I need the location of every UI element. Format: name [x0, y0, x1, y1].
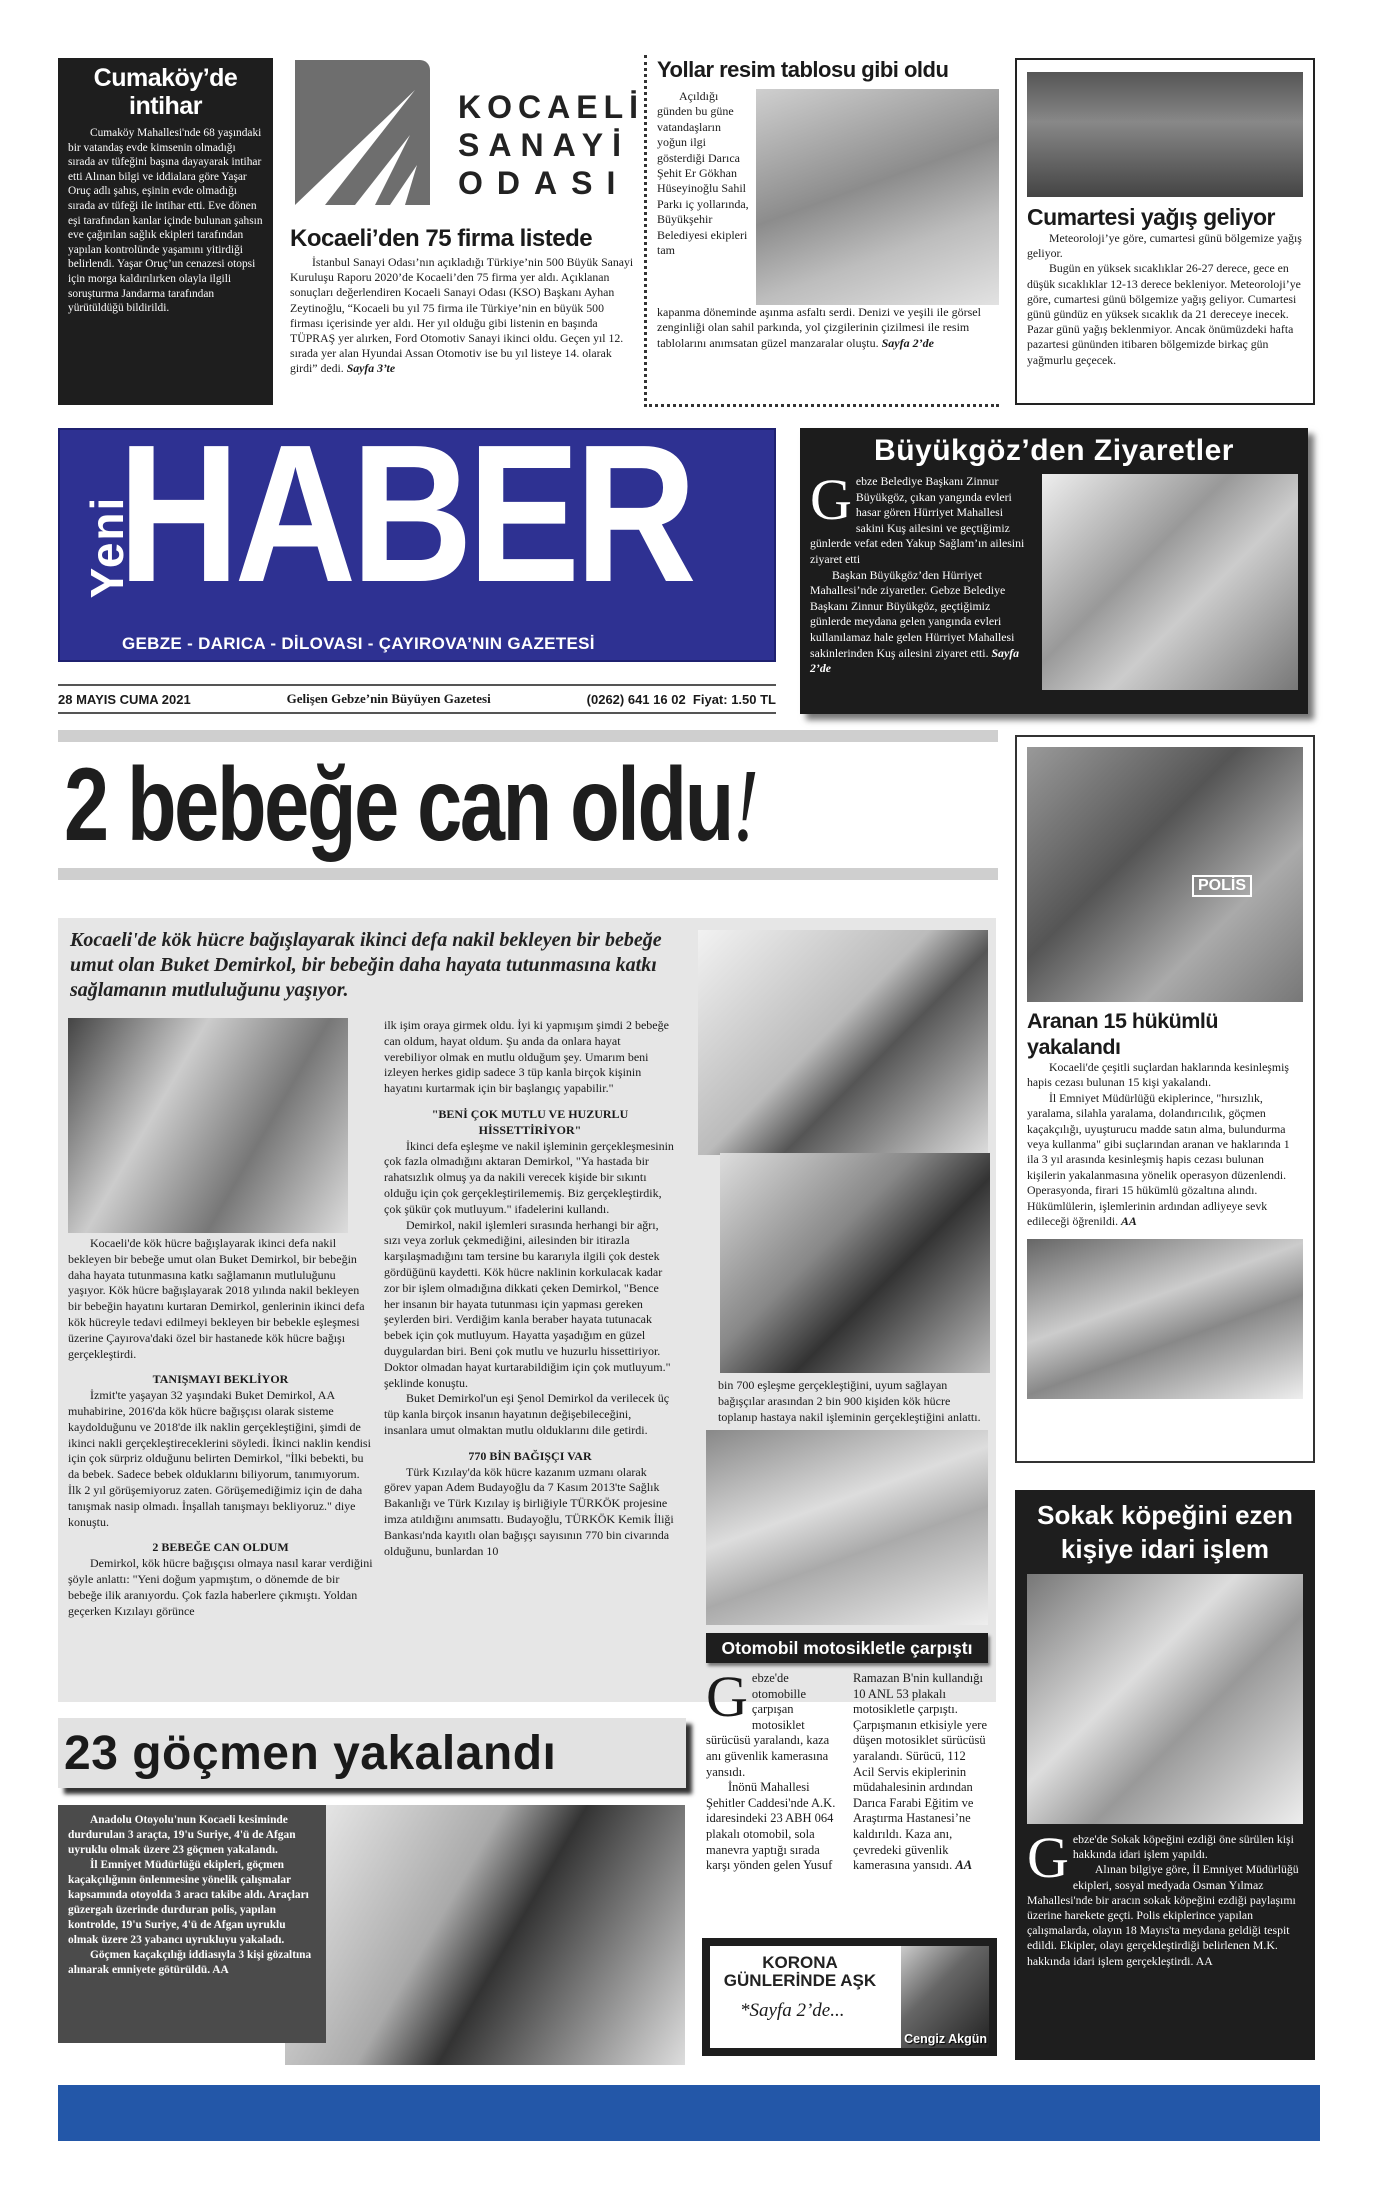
korona-column-box[interactable]: [702, 1938, 997, 2056]
buyukgoz-dropcap: G: [810, 467, 852, 532]
slogan: Gelişen Gebze’nin Büyüyen Gazetesi: [286, 691, 491, 706]
kso-article: [290, 58, 644, 408]
yagis-article: [1015, 58, 1315, 405]
korona-title-2: GÜNLERİNDE AŞK: [723, 1971, 877, 1990]
columnist-name: Cengiz Akgün: [904, 2032, 987, 2046]
gocmen-body-3: Göçmen kaçakçılığı iddiasıyla 3 kişi gözaltına alınarak emniyete götürüldü. AA: [68, 1949, 312, 1976]
yollar-body-bottom: kapanma döneminde aşınma asfaltı serdi. Denizi ve yeşili ile görsel zenginliği olan sahil parkında, yol çizgilerinin çizilmesi ile resim tablolarını anımsatan güzel manzaralar oluştu.: [657, 305, 981, 350]
migrant-photo: [285, 1805, 685, 2065]
main-subhead-4: 770 BİN BAĞIŞÇI VAR: [468, 1448, 592, 1463]
cumakoy-article: [58, 58, 273, 405]
buyukgoz-body-1: ebze Belediye Başkanı Zinnur Büyükgöz, çıkan yangında evleri hasar gören Hürriyet Mahallesi sakini Kuş ailesini ve geçtiğimiz günlerde vefat eden Yakup Sağlam’ın ailesini ziyaret etti: [810, 474, 1025, 566]
kso-logo: [290, 58, 644, 213]
yollar-page-ref[interactable]: Sayfa 2’de: [881, 335, 934, 350]
police-photo: [1027, 747, 1303, 1002]
yollar-article: [644, 55, 999, 407]
buyukgoz-headline: Büyükgöz’den Ziyaretler: [874, 434, 1234, 467]
cumakoy-body: Cumaköy Mahallesi'nde 68 yaşındaki bir vatandaş evde kimsenin olmadığı sırada av tüfeğini başına dayayarak intihar etti Alınan bilgi ve iddialara göre Yaşar Oruç adlı şahıs, eşinin evde olmadığı sırada av tüfeği ile intihar etti. Eve dönen eşi tarafından kanlar içinde bulunan şahsın eve çağırılan sağlık ekipleri tarafından yapılan kontrolünde yaşamını yitirdiği belirlendi. Yaşar Oruç’un cenazesi otopsi için morga kaldırılırken olayla ilgili soruşturma Jandarma tarafından yürütüldüğü bildirildi.: [68, 127, 263, 315]
headline-exclamation: !: [731, 747, 757, 863]
kso-body: İstanbul Sanayi Odası’nın açıkladığı Türkiye’nin 500 Büyük Sanayi Kuruluşu Raporu 2020’de Kocaeli’den 75 firma yer aldı. Açıklanan sonuçları değerlendiren Kocaeli Sanayi Odası (KSO) Başkanı Ayhan Zeytinoğlu, “Kocaeli bu yıl 75 firma ile Türkiye’nin en büyük 500 firması içerisinde yer aldı. Her yıl olduğu gibi listenin en başında TÜPRAŞ yer alırken, Ford Otomotiv Sanayi ikinci oldu. Geçen yıl 12. sırada yer alan Hyundai Assan Otomotiv ise bu yıl listeye 14. olarak girdi” dedi.: [290, 255, 634, 376]
gocmen-article: [58, 1805, 326, 2043]
gocmen-headline: 23 göçmen yakalandı: [64, 1726, 557, 1780]
police-vest-label: POLİS: [1192, 875, 1252, 897]
rain-photo: [1027, 72, 1303, 197]
visit-photo: [1042, 474, 1298, 690]
kso-logo-line-1: KOCAELİ: [458, 89, 644, 125]
police-car-photo: [1027, 1239, 1303, 1399]
aranan-body-1: Kocaeli'de çeşitli suçlardan haklarında kesinleşmiş hapis cezası bulunan 15 kişi yakalandı.: [1027, 1060, 1289, 1090]
main-col2-body-3: Demirkol, nakil işlemleri sırasında herhangi bir ağrı, sızı veya zorluk çekmediğini, ailesinden bir itirazla karşılaşmadığını tam tersine bu kararıyla ilgili çok destek gördüğünü kaydetti. Kök hücre naklinin korkulacak kadar zor bir işlem olmadığına dikkati çeken Demirkol, "Bence her insanın bir hayata tutunması için yapması gereken şeylerden biri. Verdiğim kanla beraber hayata tutunacak bebek için çok mutluyum. Hayatta yaşadığım en güzel duygulardan biri. Beni çok mutlu ve huzurlu hissettiriyor. Doktor olmadan hayat kurtarabildiğim için çok mutluyum." şeklinde konuştu.: [384, 1217, 671, 1390]
main-subhead-2: 2 BEBEĞE CAN OLDUM: [152, 1540, 289, 1555]
sokak-dropcap: G: [1027, 1825, 1069, 1890]
gocmen-body-1: Anadolu Otoyolu'nun Kocaeli kesiminde durdurulan 3 araçta, 19'u Suriye, 4'ü de Afgan uyruklu olmak üzere 23 göçmen yakalandı.: [68, 1814, 296, 1856]
road-photo: [756, 89, 999, 305]
main-headline: 2 bebeğe can oldu: [64, 746, 732, 863]
sokak-headline: Sokak köpeğini ezen kişiye idari işlem: [1037, 1500, 1293, 1564]
otomobil-body-2: İnönü Mahallesi Şehitler Caddesi'nde A.K. idaresindeki 23 ABH 064 plakalı otomobil, sola manevra yaptığı sırada karşı yönden gelen Yusuf Ramazan B'nin kullandığı 10 ANL 53 plakalı motosikletle çarpıştı. Çarpışmanın etkisiyle yere düşen motosiklet sürücüsü yaralandı. Sürücü, 112 Acil Servis ekiplerinin müdahalesinin ardından Darıca Farabi Eğitim ve Araştırma Hastanesi’ne kaldırıldı. Kaza anı, çevredeki güvenlik kamerasına yansıdı.: [706, 1671, 987, 1873]
main-subhead-3: "BENİ ÇOK MUTLU VE HUZURLU HİSSETTİRİYOR": [431, 1106, 629, 1137]
aranan-body-2: İl Emniyet Müdürlüğü ekiplerince, "hırsızlık, yaralama, silahla yaralama, dolandırıcılık, göçmen kaçakçılığı, uyuşturucu madde satın alma, bulundurma veya kullanma" gibi suçlarından aranan ve haklarında 1 ila 3 yıl arasında kesinleşmiş hapis cezası bulunan kişilerin yakalanmasına yönelik operasyon düzenlendi. Operasyonda, firari 15 hükümlü gözaltına alındı. Hükümlülerin, işlemlerinin ardından adliyeye sevk edileceği öğrenildi.: [1027, 1090, 1290, 1229]
yagis-headline: Cumartesi yağış geliyor: [1027, 204, 1275, 230]
aranan-credit: AA: [1121, 1214, 1137, 1229]
otomobil-credit: AA: [955, 1858, 973, 1873]
yollar-body-side: Açıldığı günden bu güne vatandaşların yoğun ilgi gösterdiği Darıca Şehit Er Gökhan Hüseyinoğlu Sahil Parkı iç yollarında, Büyükşehir Belediyesi ekipleri tam: [657, 89, 749, 258]
sokak-body-2: Alınan bilgiye göre, İl Emniyet Müdürlüğü ekipleri, sosyal medyada Osman Yılmaz Mahallesi'nde bir aracın sokak köpeğini ezdiği paylaşımı üzerine harekete geçti. Polis ekiplerince yapılan çalışmalarda, olayın 18 Mayıs'ta meydana geldiği tespit edildi. Ekipler, olayı gerçekleştirdiği belirlenen M.K. hakkında idari işlem gerçekleştirdi. AA: [1027, 1862, 1299, 1968]
masthead-tagline: GEBZE - DARICA - DİLOVASI - ÇAYIROVA’NIN GAZETESİ: [122, 634, 595, 653]
yagis-body-2: Bugün en yüksek sıcaklıklar 26-27 derece, gece en düşük sıcaklıklar 12-13 derece bekleniyor. Meteoroloji’ye göre, cumartesi günü bölgemize yağış geliyor. Cumartesi günü gündüz en yüksek sıcaklık da 21 dereceye inecek. Pazar günü yağış beklenmiyor. Ancak önümüzdeki hafta pazartesi gününden itibaren bölgemizde birkaç gün yağmurlu geçecek.: [1027, 261, 1301, 367]
main-col2-body-5: Türk Kızılay'da kök hücre kazanım uzmanı olarak görev yapan Adem Budayoğlu da 7 Kasım 2013'te Sağlık Bakanlığı ve Türk Kızılay iş birliğiyle TÜRKÖK projesine imza atıldığını anımsattı. Budayoğlu, TÜRKÖK Kemik İliği Bankası'nda kayıtlı olan bağışçı sayısının 770 bin civarında olduğunu, bunlardan 10: [384, 1464, 674, 1558]
price: Fiyat: 1.50 TL: [692, 691, 776, 707]
dog-street-photo: [1027, 1574, 1303, 1824]
main-headline-band: [58, 730, 998, 880]
main-col1-body-3: Demirkol, kök hücre bağışçısı olmaya nasıl karar verdiğini şöyle anlattı: "Yeni doğum yapmıştım, o dönemde de bir bebeğe ilik aranıyordu. Çok fazla haberlere çıkmıştı. Yoldan geçerken Kızılayı görünce: [68, 1556, 373, 1618]
buyukgoz-article: [800, 428, 1308, 714]
otomobil-headline: Otomobil motosikletle çarpıştı: [706, 1633, 988, 1663]
kso-page-ref[interactable]: Sayfa 3’te: [346, 361, 396, 376]
gocmen-body-2: İl Emniyet Müdürlüğü ekipleri, göçmen kaçakçılığının önlenmesine yönelik çalışmalar kapsamında otoyolda 3 aracı takibe aldı. Araçları güzergah üzerinde durduran polis, yapılan kontrolde, 19'u Suriye, 4'ü de Afgan uyruklu olmak üzere 23 yabancı uyrukluyu yakaladı.: [68, 1859, 309, 1946]
footer-band: [58, 2085, 1320, 2141]
masthead: [58, 428, 776, 662]
otomobil-article: [706, 1430, 988, 1965]
masthead-yeni: Yeni: [81, 495, 133, 599]
gocmen-headline-box: [58, 1718, 686, 1788]
kso-headline: Kocaeli’den 75 firma listede: [290, 225, 593, 252]
issue-date: 28 MAYIS CUMA 2021: [58, 691, 191, 707]
aranan-article: [1015, 735, 1315, 1463]
main-deck: Kocaeli'de kök hücre bağışlayarak ikinci defa nakil bekleyen bir bebeğe umut olan Buket Demirkol, bir bebeğin daha hayata tutunmasına katkı sağlamanın mutluluğunu yaşıyor.: [70, 929, 662, 1001]
couple-photo: [720, 1153, 990, 1373]
hospital-photo: [68, 1018, 348, 1233]
otomobil-body-1: ebze'de otomobille çarpışan motosiklet sürücüsü yaralandı, kaza anı güvenlik kamerasına yansıdı.: [706, 1671, 830, 1779]
main-col2-body-2: İkinci defa eşleşme ve nakil işleminin gerçekleşmesinin çok fazla olmadığını aktaran Demirkol, "Ya hastada bir rahatsızlık olmuş ya da nakili verecek kişide bir sıkıntı olduğu için çok gerçekleştirilememiş. Biz gerçekleştirdik, çok şükür çok mutluyum." ifadelerini kullandı.: [384, 1138, 674, 1216]
yagis-body-1: Meteoroloji’ye göre, cumartesi günü bölgemize yağış geliyor.: [1027, 231, 1302, 261]
buyukgoz-page-ref[interactable]: Sayfa 2’de: [810, 645, 1020, 676]
kso-logo-line-3: ODASI: [458, 165, 630, 201]
kso-logo-mark-icon: [295, 60, 430, 205]
otomobil-dropcap: G: [706, 1664, 748, 1729]
kso-logo-line-2: SANAYİ: [458, 127, 630, 163]
masthead-haber: HABER: [118, 428, 692, 623]
buyukgoz-body-2: Başkan Büyükgöz’den Hürriyet Mahallesi’nde ziyaretler. Gebze Belediye Başkanı Zinnur Büyükgöz, geçtiğimiz günlerde meydana gelen yangında evleri kullanılamaz hale gelen Hürriyet Mahallesi sakinlerinden Kuş ailesini ziyaret etti.: [810, 567, 1015, 660]
main-col3-body: bin 700 eşleşme gerçekleştiğini, uyum sağlayan bağışçılar arasından 2 bin 900 kişiden kök hücre toplanıp hastaya nakil işleminin gerçekleştiğini anlattı.: [718, 1378, 981, 1424]
sokak-article: [1015, 1490, 1315, 2060]
aranan-headline: Aranan 15 hükümlü yakalandı: [1027, 1009, 1219, 1059]
cumakoy-headline: Cumaköy’de intihar: [93, 64, 238, 120]
main-col2-body-4: Buket Demirkol'un eşi Şenol Demirkol da verilecek üç tüp kanla birçok insanın hayatının değişebileceğini, insanlara umut olmaktan mutlu olduklarını dile getirdi.: [384, 1391, 670, 1437]
phone: (0262) 641 16 02: [586, 691, 686, 707]
korona-title-1: KORONA: [762, 1953, 838, 1972]
korona-page-ref[interactable]: *Sayfa 2’de...: [740, 2000, 845, 2021]
yollar-headline: Yollar resim tablosu gibi oldu: [657, 57, 949, 82]
masthead-infobar: [58, 684, 776, 714]
main-col2-body-1: ilk işim oraya girmek oldu. İyi ki yapmışım şimdi 2 bebeğe can oldum, hayat oldum. Şu anda da onlara hayat verebiliyor olmak en mutlu olduğum şey. Umarım beni izleyen herkes gidip sadece 3 tüp kanla birçok kişinin hayatını kurtarmak için bir başlangıç yapabilir.": [384, 1018, 669, 1096]
sokak-body-1: ebze'de Sokak köpeğini ezdiği öne sürülen kişi hakkında idari işlem yapıldı.: [1072, 1832, 1294, 1862]
patient-photo: [698, 930, 988, 1155]
main-col1-body-2: İzmit'te yaşayan 32 yaşındaki Buket Demirkol, AA muhabirine, 2016'da kök hücre bağışçısı olarak sisteme kaydolduğunu ve 2018'de ilk naklin gerçekleştiğini, şimdi de ikinci nakli gerçekleştireceklerini söyledi. İkinci naklin kendisi için çok sürpriz olduğunu belirten Demirkol, "İlki bebekti, bu da bebek. Sadece bebek olduklarını biliyorum, tanımıyorum. İlk 2 yıl görüşemiyoruz zaten. Görüşemediğimiz için de daha tanışmak nasip olmadı. İnşallah tanışmayı bekliyoruz." diye konuştu.: [68, 1388, 371, 1529]
main-subhead-1: TANIŞMAYI BEKLİYOR: [152, 1372, 289, 1387]
car-photo: [706, 1430, 988, 1625]
main-col1-body-1: Kocaeli'de kök hücre bağışlayarak ikinci defa nakil bekleyen bir bebeğe umut olan Buket Demirkol, bir bebeğin daha hayata tutunmasına katkı sağlamanın mutluluğunu yaşıyor. Kök hücre bağışlayarak 2018 yılında nakil bekleyen bir bebeğin hayatını kurtaran Demirkol, genlerinin ikinci defa kök hücreyle tedavi edilmeyi bekleyen bir bebekle eşleşmesi üzerine Çayırova'daki özel bir hastanede kök hücre bağışı gerçekleştirdi.: [68, 1236, 365, 1361]
